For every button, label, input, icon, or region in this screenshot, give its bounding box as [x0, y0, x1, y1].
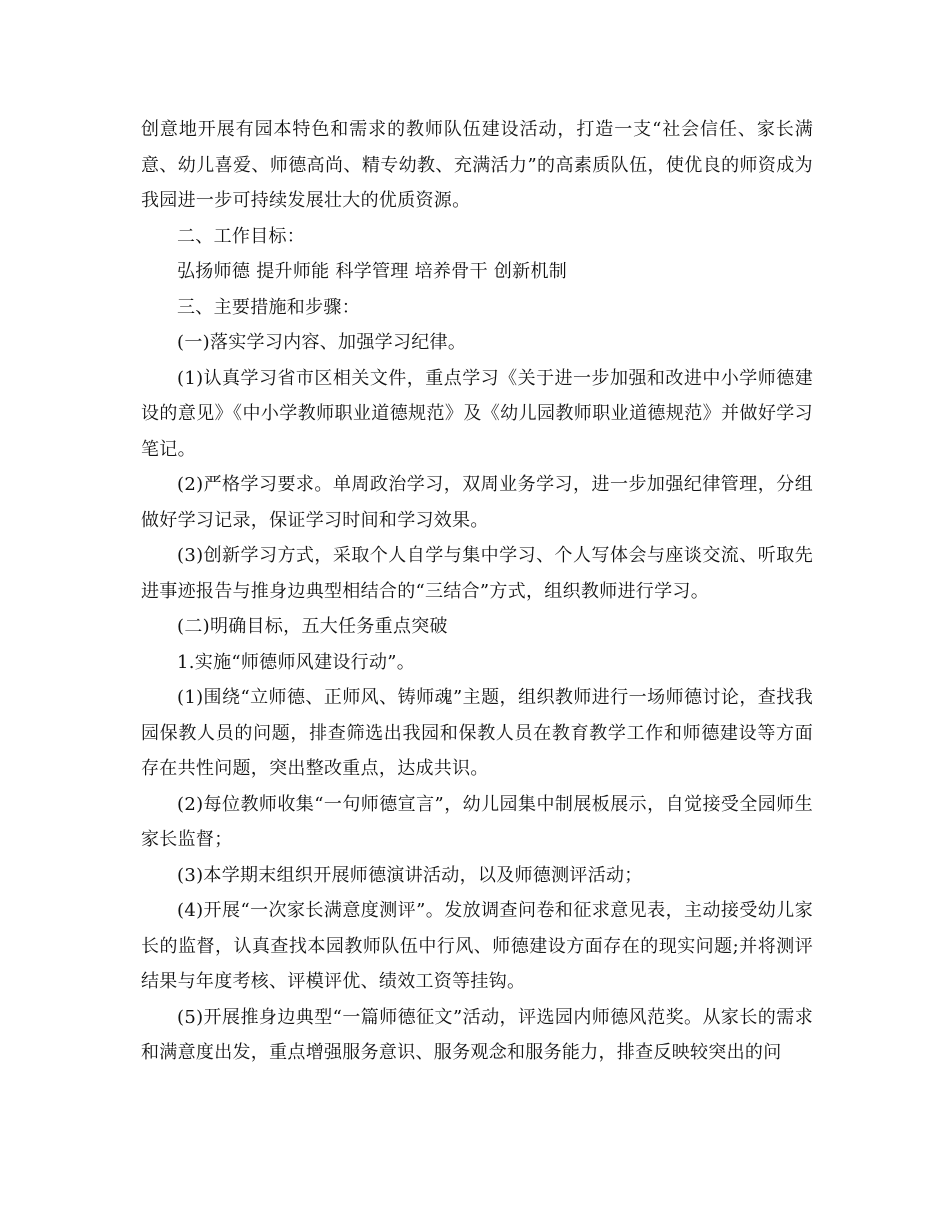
document-body: [141, 112, 813, 1071]
paragraph-ethics-item-4: (4)开展“一次家长满意度测评”。发放调查问卷和征求意见表，主动接受幼儿家长的监督，认真查找本园教师队伍中行风、师德建设方面存在的现实问题;并将测评结果与年度考核、评模评优、绩效工资等挂钩。: [141, 900, 813, 992]
paragraph-ethics-item-1: (1)围绕“立师德、正师风、铸师魂”主题，组织教师进行一场师德讨论，查找我园保教人员的问题，排查筛选出我园和保教人员在教育教学工作和师德建设等方面存在共性问题，突出整改重点，达成共识。: [141, 687, 813, 779]
subheading-study-content: (一)落实学习内容、加强学习纪律。: [177, 332, 467, 353]
heading-work-goals: 二、工作目标：: [177, 225, 306, 247]
paragraph-ethics-item-3: (3)本学期末组织开展师德演讲活动，以及师德测评活动；: [177, 864, 643, 886]
paragraph-ethics-item-2: (2)每位教师收集“一句师德宣言”，幼儿园集中制展板展示，自觉接受全园师生家长监督；: [141, 793, 813, 850]
paragraph-ethics-item-5: (5)开展推身边典型“一篇师德征文”活动，评选园内师德风范奖。从家长的需求和满意度出发，重点增强服务意识、服务观念和服务能力，排查反映较突出的问: [141, 1006, 813, 1063]
paragraph-item-2: (2)严格学习要求。单周政治学习，双周业务学习，进一步加强纪律管理，分组做好学习记录，保证学习时间和学习效果。: [141, 474, 813, 531]
paragraph-item-1: (1)认真学习省市区相关文件，重点学习《关于进一步加强和改进中小学师德建设的意见》《中小学教师职业道德规范》及《幼儿园教师职业道德规范》并做好学习笔记。: [141, 367, 813, 460]
subheading-ethics-action: 1.实施“师德师风建设行动”。: [177, 651, 416, 673]
paragraph-goals-list: 弘扬师德 提升师能 科学管理 培养骨干 创新机制: [177, 261, 568, 282]
heading-main-measures: 三、主要措施和步骤：: [177, 296, 360, 318]
subheading-clear-goals: (二)明确目标，五大任务重点突破: [177, 616, 448, 637]
paragraph-intro: 创意地开展有园本特色和需求的教师队伍建设活动，打造一支“社会信任、家长满意、幼儿喜爱、师德高尚、精专幼教、充满活力”的高素质队伍，使优良的师资成为我园进一步可持续发展壮大的优质资源。: [141, 119, 813, 211]
paragraph-item-3: (3)创新学习方式，采取个人自学与集中学习、个人写体会与座谈交流、听取先进事迹报告与推身边典型相结合的“三结合”方式，组织教师进行学习。: [141, 545, 813, 602]
